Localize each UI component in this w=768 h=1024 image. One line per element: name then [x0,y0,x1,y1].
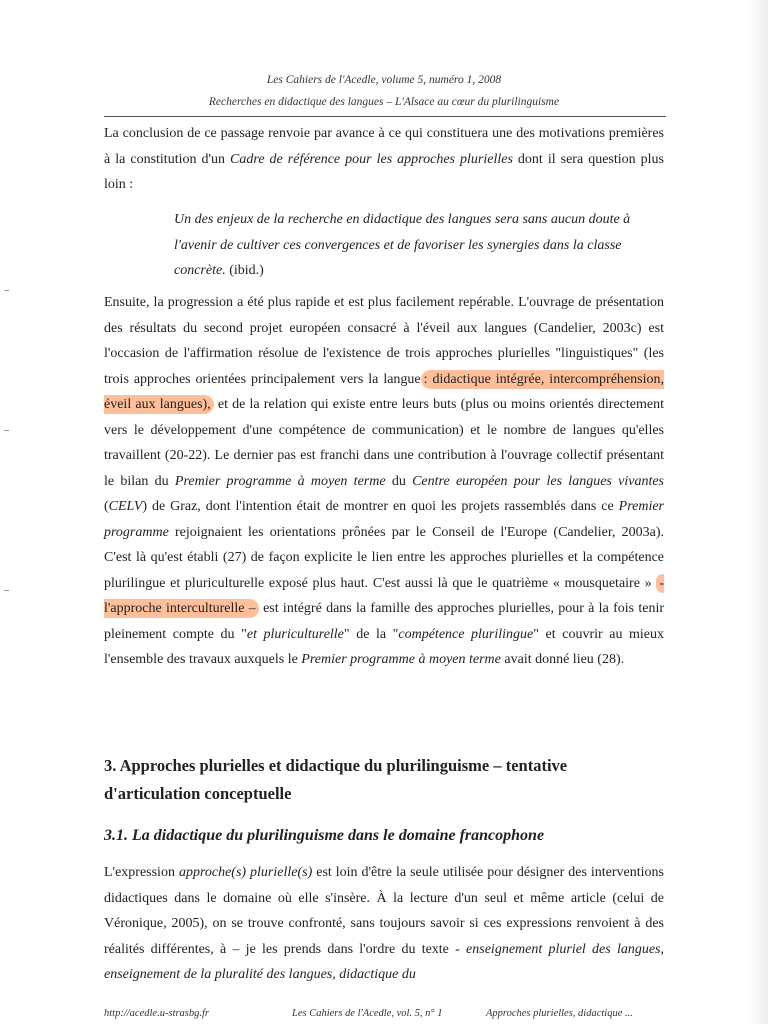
block-quote: Un des enjeux de la recherche en didactique des langues sera sans aucun doute à l'avenir de cultiver ces convergences et de favoriser les synergies dans la classe concrète. (ibid.) [174,212,631,278]
page-edge-shadow [746,0,768,1024]
highlight-approaches: : didactique intégrée, intercompréhension, éveil aux langues), [104,371,664,412]
footer-running-title: Approches plurielles, didactique ... [486,1008,633,1019]
section-heading-3: 3. Approches plurielles et didactique du plurilinguisme – tentative d'articulation conceptuelle [104,756,568,803]
paragraph-progression: Ensuite, la progression a été plus rapide et est plus facilement repérable. L'ouvrage de présentation des résultats du second projet européen consacré à l'éveil aux langues (Candelier, 2003c) est l'occasion de l'affirmation résolue de l'existence de trois approches plurielles "linguistiques" (les trois approches orientées principalement vers la langue : didactique intégrée, intercompréhension, éveil aux langues), et de la relation qui existe entre leurs buts (plus ou moins orientés directement vers le développement d'une compétence de communication) et le nombre de langues qu'elles travaillent (20-22). Le dernier pas est franchi dans une contribution à l'ouvrage collectif présentant le bilan du Premier programme à moyen terme du Centre européen pour les langues vivantes (CELV) de Graz, dont l'intention était de montrer en quoi les projets rassemblés dans ce Premier programme rejoignaient les orientations prônées par le Conseil de l'Europe (Candelier, 2003a). C'est là qu'est établi (27) de façon explicite le lien entre les approches plurielles et la compétence plurilingue et pluriculturelle exposé plus haut. C'est aussi là que le quatrième « mousquetaire » - l'approche interculturelle – est intégré dans la famille des approches plurielles, pour à la fois tenir pleinement compte du "et pluriculturelle" de la "compétence plurilingue" et couvrir au mieux l'ensemble des travaux auxquels le Premier programme à moyen terme avait donné lieu (28). [104,295,665,667]
paragraph-conclusion: La conclusion de ce passage renvoie par avance à ce qui constituera une des motivations premières à la constitution d'un Cadre de référence pour les approches plurielles dont il sera question plus loin : [104,126,665,192]
margin-mark [4,430,9,431]
header-rule [104,116,666,117]
footer-url: http://acedle.u-strasbg.fr [104,1008,209,1019]
running-header-journal: Les Cahiers de l'Acedle, volume 5, numéro 1, 2008 [266,74,502,86]
highlight-intercultural: - l'approche interculturelle – [104,575,664,616]
paragraph-expression: L'expression approche(s) plurielle(s) est loin d'être la seule utilisée pour désigner des interventions didactiques dans le domaine où elle s'insère. À la lecture d'un seul et même article (celui de Véronique, 2005), on se trouve confronté, sans toujours savoir si ces expressions renvoient à des réalités différentes, à – je les prends dans l'ordre du texte - enseignement pluriel des langues, enseignement de la pluralité des langues, didactique du [104,865,664,982]
margin-mark [4,290,9,291]
running-header-theme: Recherches en didactique des langues – L'Alsace au cœur du plurilinguisme [208,96,560,108]
footer-journal: Les Cahiers de l'Acedle, vol. 5, n° 1 [292,1008,443,1019]
section-heading-3-1: 3.1. La didactique du plurilinguisme dans le domaine francophone [104,827,545,844]
margin-mark [4,590,9,591]
